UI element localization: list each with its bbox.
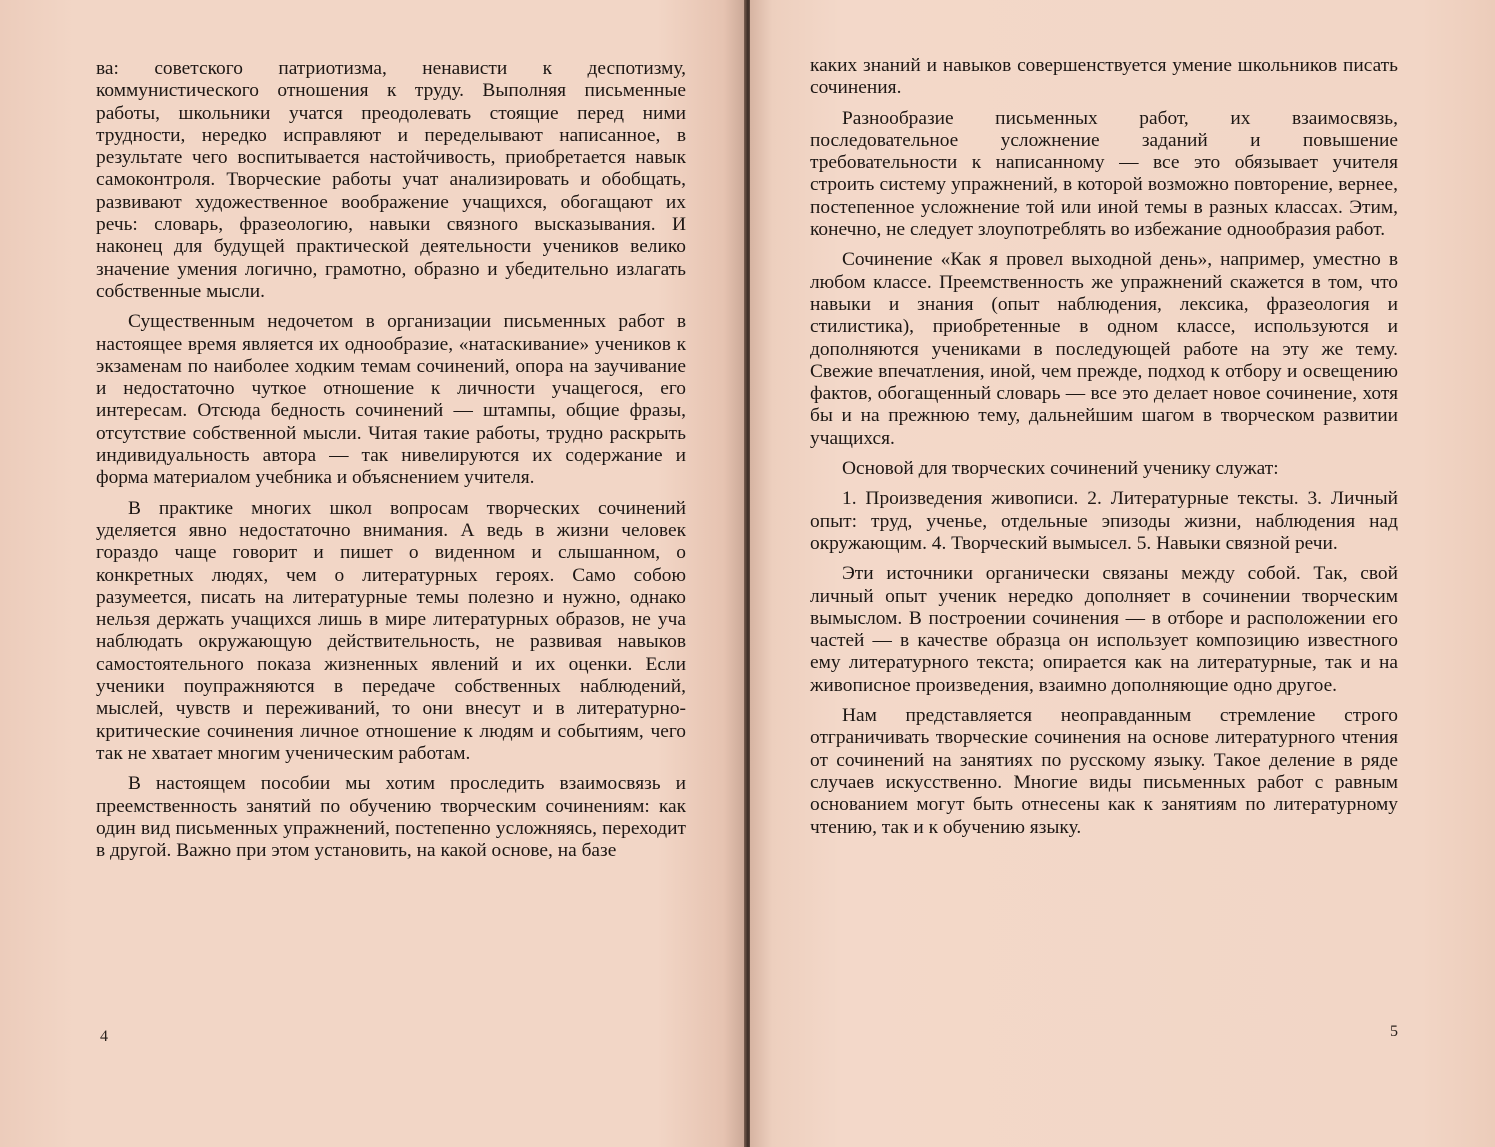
right-paragraph-3: Сочинение «Как я провел выходной день», например, уместно в любом классе. Преемственность же упражнений скажется в том, что навыки и знания (опыт наблюдения, лексика, фразеология и стилистика), приобретенные в одном классе, используются и дополняются учениками в последующей работе на эту же тему. Свежие впечатления, иной, чем прежде, подход к отбору и освещению фактов, обогащенный словарь — все это делает новое сочинение, хотя бы и на прежнюю тему, дальнейшим шагом в творческом развитии учащихся. xyxy=(810,249,1398,449)
right-page-number: 5 xyxy=(1390,1023,1398,1040)
right-paragraph-1: каких знаний и навыков совершенствуется умение школьников писать сочинения. xyxy=(810,55,1398,99)
left-paragraph-2: Существенным недочетом в организации письменных работ в настоящее время является их однообразие, «натаскивание» учеников к экзаменам по наиболее ходким темам сочинений, опора на заучивание и недостаточно чуткое отношение к личности учащегося, его интересам. Отсюда бедность сочинений — штампы, общие фразы, отсутствие собственной мысли. Читая такие работы, трудно раскрыть индивидуальность автора — так нивелируются их содержание и форма материалом учебника и объяснением учителя. xyxy=(96,311,686,489)
left-page xyxy=(0,0,746,1147)
left-paragraph-3: В практике многих школ вопросам творческих сочинений уделяется явно недостаточно внимания. А ведь в жизни человек гораздо чаще говорит и пишет о виденном и слышанном, о конкретных людях, чем о литературных героях. Само собою разумеется, писать на литературные темы полезно и нужно, однако нельзя держать учащихся лишь в мире литературных образов, не уча наблюдать окружающую действительность, не развивая навыков самостоятельного показа жизненных явлений и их оценки. Если ученики поупражняются в передаче собственных наблюдений, мыслей, чувств и переживаний, то они внесут и в литературно-критические сочинения личное отношение к людям и событиям, чего так не хватает многим ученическим работам. xyxy=(96,497,686,764)
left-paragraph-4: В настоящем пособии мы хотим проследить взаимосвязь и преемственность занятий по обучению творческим сочинениям: как один вид письменных упражнений, постепенно усложняясь, переходит в другой. Важно при этом установить, на какой основе, на базе xyxy=(96,773,686,862)
right-paragraph-2: Разнообразие письменных работ, их взаимосвязь, последовательное усложнение заданий и повышение требовательности к написанному — все это обязывает учителя строить систему упражнений, в которой возможно повторение, вернее, постепенное усложнение той или иной темы в разных классах. Этим, конечно, не следует злоупотреблять во избежание однообразия работ. xyxy=(810,107,1398,241)
right-paragraph-5: 1. Произведения живописи. 2. Литературные тексты. 3. Личный опыт: труд, ученье, отдельные эпизоды жизни, наблюдения над окружающим. 4. Творческий вымысел. 5. Навыки связной речи. xyxy=(810,488,1398,554)
left-page-text xyxy=(96,58,686,862)
right-page xyxy=(750,0,1495,1147)
right-paragraph-7: Нам представляется неоправданным стремление строго отграничивать творческие сочинения на основе литературного чтения от сочинений на занятиях по русскому языку. Такое деление в ряде случаев искусственно. Многие виды письменных работ с равным основанием могут быть отнесены как к занятиям по литературному чтению, так и к обучению языку. xyxy=(810,705,1398,838)
left-paragraph-1: ва: советского патриотизма, ненависти к деспотизму, коммунистического отношения к труду. Выполняя письменные работы, школьники учатся преодолевать стоящие перед ними трудности, нередко исправляют и переделывают написанное, в результате чего воспитывается настойчивость, приобретается навык самоконтроля. Творческие работы учат анализировать и обобщать, развивают художественное воображение учащихся, обогащают их речь: словарь, фразеологию, навыки связного высказывания. И наконец для будущей практической деятельности учеников велико значение умения логично, грамотно, образно и убедительно излагать собственные мысли. xyxy=(96,58,686,302)
left-page-number: 4 xyxy=(100,1028,108,1045)
right-paragraph-6: Эти источники органически связаны между собой. Так, свой личный опыт ученик нередко дополняет в сочинении творческим вымыслом. В построении сочинения — в отборе и расположении его частей — в качестве образца он использует композицию известного ему литературного текста; опирается как на литературные, так и на живописное произведения, взаимно дополняющие одно другое. xyxy=(810,563,1398,696)
right-paragraph-4: Основой для творческих сочинений ученику служат: xyxy=(842,458,1279,480)
right-page-text xyxy=(810,55,1398,839)
